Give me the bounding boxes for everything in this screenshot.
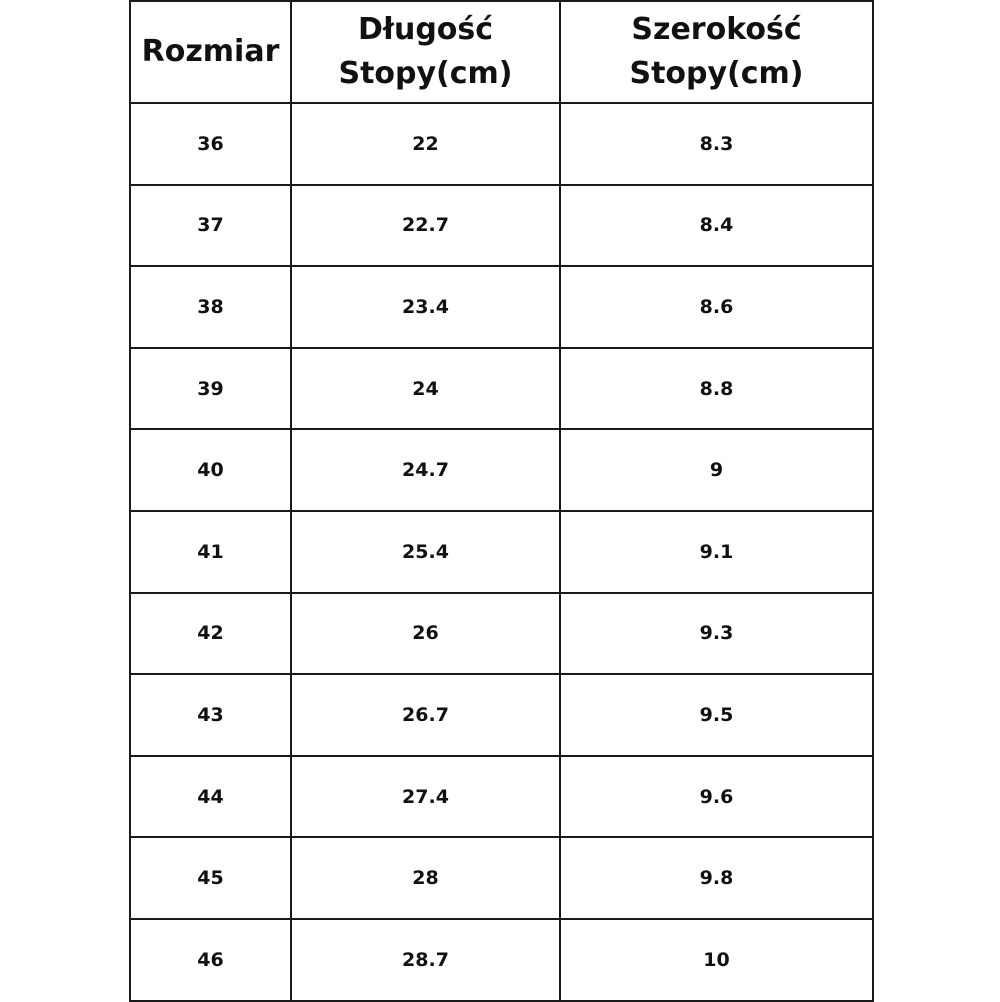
header-row: [130, 1, 873, 103]
cell-length: 22.7: [291, 185, 560, 267]
table-header: [130, 1, 873, 103]
cell-width: 8.8: [560, 348, 873, 430]
cell-length: 24.7: [291, 429, 560, 511]
cell-length: 26.7: [291, 674, 560, 756]
cell-width: 9: [560, 429, 873, 511]
header-size: [130, 1, 291, 103]
table-row: [130, 511, 873, 593]
cell-width: 10: [560, 919, 873, 1001]
cell-width: 9.3: [560, 593, 873, 675]
table-row: [130, 593, 873, 675]
header-length-line1: Długość: [357, 12, 494, 47]
cell-length: 24: [291, 348, 560, 430]
table-body: [130, 103, 873, 1001]
cell-length: 26: [291, 593, 560, 675]
cell-length: 23.4: [291, 266, 560, 348]
cell-size: 40: [130, 429, 291, 511]
cell-width: 9.8: [560, 837, 873, 919]
cell-size: 36: [130, 103, 291, 185]
table-row: [130, 103, 873, 185]
cell-length: 22: [291, 103, 560, 185]
table-row: [130, 185, 873, 267]
cell-size: 38: [130, 266, 291, 348]
cell-length: 28: [291, 837, 560, 919]
cell-size: 42: [130, 593, 291, 675]
cell-length: 25.4: [291, 511, 560, 593]
cell-width: 8.3: [560, 103, 873, 185]
table-row: [130, 348, 873, 430]
table-row: [130, 756, 873, 838]
cell-size: 43: [130, 674, 291, 756]
table-row: [130, 429, 873, 511]
cell-width: 8.4: [560, 185, 873, 267]
cell-size: 41: [130, 511, 291, 593]
cell-length: 28.7: [291, 919, 560, 1001]
cell-width: 9.1: [560, 511, 873, 593]
header-size-label: Rozmiar: [141, 34, 280, 69]
table-row: [130, 837, 873, 919]
table-row: [130, 674, 873, 756]
header-width-line2: Stopy(cm): [629, 56, 804, 91]
cell-width: 9.6: [560, 756, 873, 838]
header-width-line1: Szerokość: [631, 12, 802, 47]
header-foot-width: [560, 1, 873, 103]
cell-size: 37: [130, 185, 291, 267]
table-row: [130, 919, 873, 1001]
table-row: [130, 266, 873, 348]
header-foot-length: [291, 1, 560, 103]
header-length-line2: Stopy(cm): [338, 56, 513, 91]
size-chart-table: [129, 0, 874, 1002]
cell-length: 27.4: [291, 756, 560, 838]
cell-size: 39: [130, 348, 291, 430]
cell-size: 46: [130, 919, 291, 1001]
cell-width: 8.6: [560, 266, 873, 348]
cell-size: 45: [130, 837, 291, 919]
cell-size: 44: [130, 756, 291, 838]
cell-width: 9.5: [560, 674, 873, 756]
